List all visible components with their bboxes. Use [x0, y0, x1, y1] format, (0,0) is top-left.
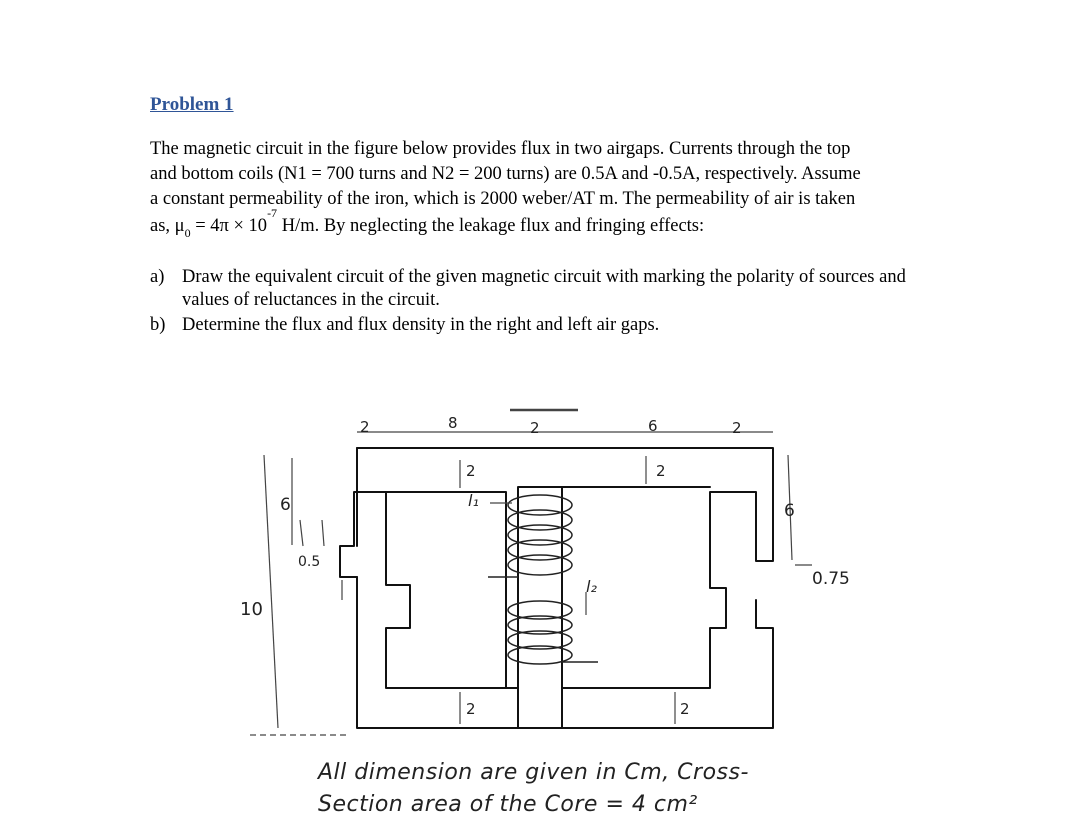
dim-lower-left-arm-2: 2	[466, 700, 476, 718]
problem-title: Problem 1	[150, 94, 234, 115]
mu-suffix: H/m. By neglecting the leakage flux and fringing effects:	[277, 216, 705, 236]
height-10-line	[264, 455, 278, 728]
question-a-label: a)	[150, 267, 165, 287]
question-a-text: Draw the equivalent circuit of the given magnetic circuit with marking the polarity of sources and values of reluctances in the circuit.	[182, 267, 906, 310]
dimension-lines	[250, 410, 812, 735]
dim-top-mid-2: 2	[530, 419, 540, 437]
core-outline	[340, 448, 773, 688]
handwritten-note-line-1: All dimension are given in Cm, Cross-	[318, 760, 749, 785]
mu-exponent: -7	[267, 206, 278, 220]
label-l2: l₂	[586, 577, 597, 596]
question-b-text: Determine the flux and flux density in the right and left air gaps.	[182, 315, 660, 335]
gap-arrow-1	[300, 520, 303, 546]
dim-left-6: 6	[280, 495, 291, 515]
middle-limb	[518, 688, 562, 728]
dim-height-10: 10	[240, 599, 263, 620]
question-b-label: b)	[150, 315, 166, 335]
dim-left-gap: 0.5	[298, 554, 321, 570]
dim-right-gap: 0.75	[812, 569, 850, 589]
gap-arrow-2	[322, 520, 324, 546]
statement-line-2: and bottom coils (N1 = 700 turns and N2 = 200 turns) are 0.5A and -0.5A, respectively. Assume	[150, 164, 861, 184]
dim-top-left-2: 2	[360, 418, 370, 436]
dim-lower-right-arm-2: 2	[680, 700, 690, 718]
dim-right-6: 6	[784, 501, 795, 521]
handwritten-note-line-2: Section area of the Core = 4 cm²	[318, 792, 698, 817]
center-coils	[488, 495, 598, 664]
statement-line-1: The magnetic circuit in the figure below provides flux in two airgaps. Currents through the top	[150, 139, 851, 159]
dim-top-6: 6	[648, 417, 658, 435]
dim-top-right-2: 2	[732, 419, 742, 437]
dim-upper-left-arm-2: 2	[466, 462, 476, 480]
mu-subscript: 0	[184, 226, 191, 240]
dim-top-8: 8	[448, 414, 458, 432]
dim-upper-right-arm-2: 2	[656, 462, 666, 480]
label-l1: l₁	[468, 491, 479, 510]
mu-equation: = 4π × 10	[190, 216, 268, 236]
statement-line-3: a constant permeability of the iron, which is 2000 weber/AT m. The permeability of air is taken	[150, 189, 856, 209]
left-window	[386, 492, 506, 688]
mu-prefix: as, μ	[150, 216, 185, 236]
